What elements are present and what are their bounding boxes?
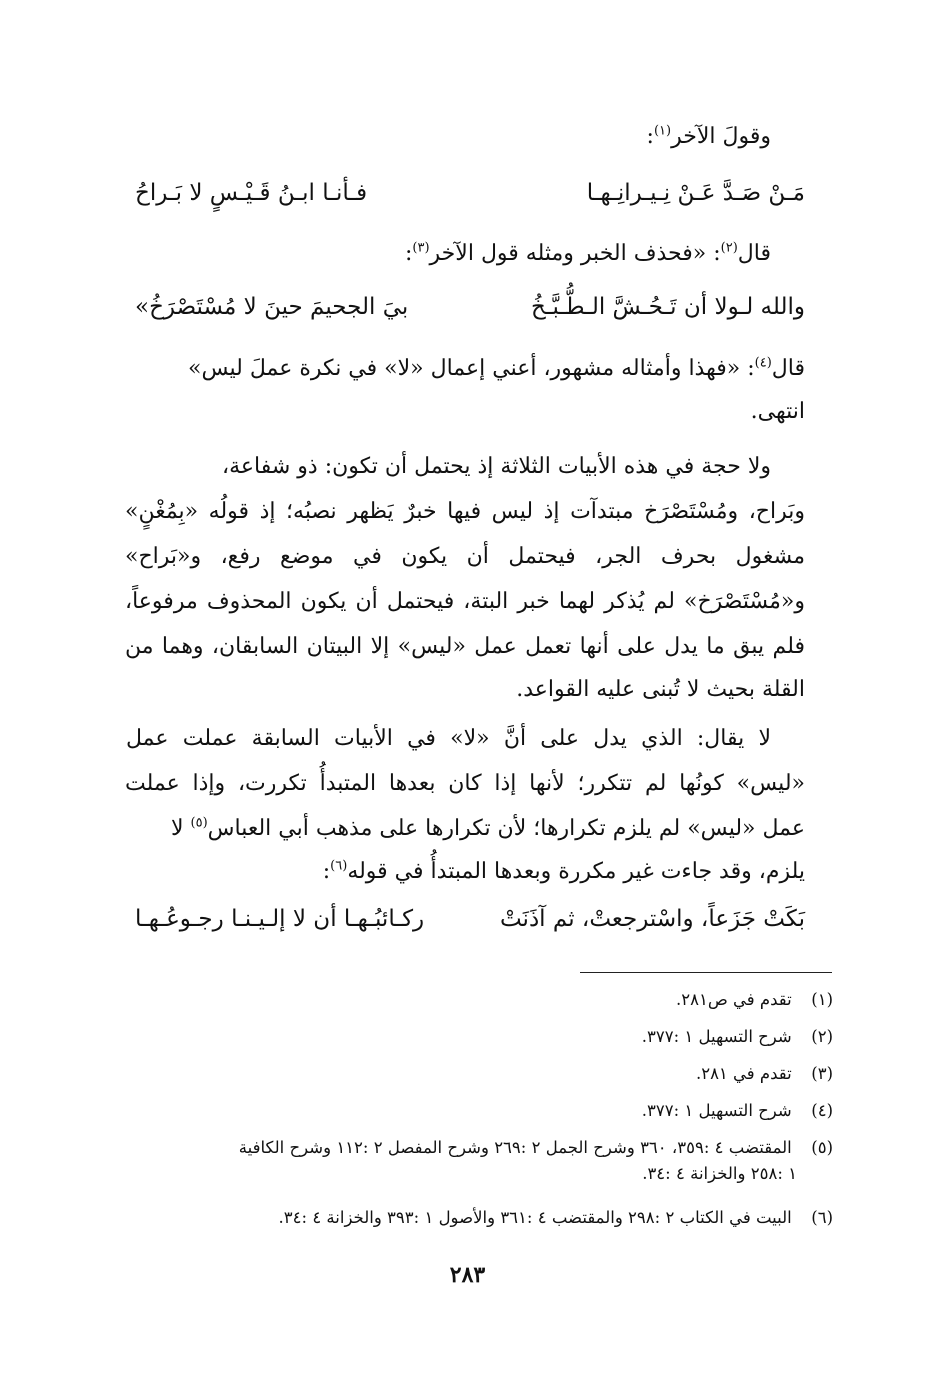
intro-text: وقولَ الآخر [671, 124, 771, 149]
verse-3-second-hemistich: ركـائبُـهـا أن لا إلـيـنـا رجـوعُـهـا [135, 906, 425, 932]
verse-2-second-hemistich: بيَ الجحيمَ حينَ لا مُسْتَصْرَخُ» [135, 294, 409, 320]
footnote-number: (٦) [811, 1208, 833, 1227]
footnote-6 [133, 1205, 833, 1231]
para-2-line-2: «ليس» كونُها لم تتكرر؛ لأنها إذا كان بعدها المتبدأُ تكررت، وإذا عملت [125, 771, 805, 796]
para-1-line-2: وبَراح، ومُسْتَصْرَخ مبتدآت إذ ليس فيها خبرٌ يَظهر نصبُه؛ إذ قولُه «بِمُغْنٍ» [125, 499, 805, 524]
verse-3-first-hemistich: بَكَتْ جَزَعاً، واسْترجعتْ، ثم آذَنَتْ [499, 906, 805, 932]
verse-2-first-hemistich: والله لـولا أن تَـحُـشَّ الـطُّـبَّـخُ [530, 294, 805, 320]
footnote-text: شرح التسهيل ١ :٣٧٧. [641, 1101, 792, 1120]
footnote-number: (٣) [811, 1064, 833, 1083]
quote-text: : «فهذا وأمثاله مشهور، أعني إعمال «لا» في نكرة عملَ ليس» [188, 356, 755, 381]
footnote-number: (٤) [811, 1101, 833, 1120]
para-2-line-4-colon: : [322, 859, 331, 884]
verse-2 [135, 294, 805, 332]
para-2-line-1: لا يقال: الذي يدل على أنَّ «لا» في الأبيات السابقة عملت عمل [126, 726, 771, 751]
para-1-line-4: و«مُسْتَصْرَخ» لم يُذكر لهما خبر البتة، فيحتمل أن يكون المحذوف مرفوعاً، [125, 589, 805, 614]
footnote-3 [133, 1061, 833, 1087]
para-2-line-3-text: عمل «ليس» لم يلزم تكرارها؛ لأن تكرارها على مذهب أبي العباس [207, 816, 805, 841]
footnote-text: المقتضب ٤ :٣٥٩، ٣٦٠ وشرح الجمل ٢ :٢٦٩ وشرح المفصل ٢ :١١٢ وشرح الكافية [238, 1138, 792, 1157]
footnote-number: (٥) [811, 1138, 833, 1157]
para-1-line-6: القلة بحيث لا تُبنى عليه القواعد. [516, 677, 805, 702]
footnote-continuation: ١ :٢٥٨ والخزانة ٤ :٣٤. [642, 1164, 797, 1183]
footnote-number: (١) [811, 990, 833, 1009]
para-1-line-3: مشغول بحرف الجر، فيحتمل أن يكون في موضع رفع، و«بَراح» [125, 544, 805, 569]
para-2-line-4-text: يلزم، وقد جاءت غير مكررة وبعدها المبتدأُ في قوله [347, 859, 805, 884]
footnote-ref: (٦) [330, 858, 348, 874]
quote-line-4 [105, 352, 805, 386]
quote-text: : «فحذف الخبر ومثله قول الآخر [429, 241, 721, 266]
footnote-ref: (٤) [754, 355, 772, 371]
quote-end: انتهى. [750, 399, 805, 424]
para-1-line-5: فلم يبق ما يدل على أنها تعمل عمل «ليس» إلا البيتان السابقان، وهما من [125, 634, 805, 659]
para-2-line-4 [125, 855, 805, 889]
verse-1-second-hemistich: فـأنـا ابـنُ قَـيْـسٍ لا بَـراحُ [135, 180, 368, 206]
footnote-text: البيت في الكتاب ٢ :٢٩٨ والمقتضب ٤ :٣٦١ والأصول ١ :٣٩٣ والخزانة ٤ :٣٤. [278, 1208, 792, 1227]
footnote-ref: (٥) [190, 815, 208, 831]
verse-3 [135, 906, 805, 944]
footnote-5 [133, 1135, 833, 1187]
footnote-text: تقدم في ص٢٨١. [676, 990, 792, 1009]
para-2-line-3 [125, 812, 805, 846]
verse-1-first-hemistich: مَـنْ صَـدَّ عَـنْ نِـيـرانِـهـا [586, 180, 805, 206]
footnote-separator [580, 972, 832, 973]
page-number: ٢٨٣ [449, 1262, 486, 1288]
quote-colon: : [404, 241, 413, 266]
footnote-text: تقدم في ٢٨١. [695, 1064, 792, 1083]
footnote-number: (٢) [811, 1027, 833, 1046]
footnote-ref: (١) [653, 123, 672, 139]
verse-1 [135, 180, 805, 218]
footnote-text: شرح التسهيل ١ :٣٧٧. [641, 1027, 792, 1046]
footnote-4 [133, 1098, 833, 1124]
para-1-line-1: ولا حجة في هذه الأبيات الثلاثة إذ يحتمل أن تكون: ذو شفاعة، [222, 454, 771, 479]
quote-end-line [125, 395, 805, 429]
quote-line-2 [91, 237, 771, 271]
qal-word: قال [737, 241, 771, 266]
footnote-2 [133, 1024, 833, 1050]
footnote-ref: (٣) [412, 240, 430, 256]
qal-word: قال [771, 356, 805, 381]
footnote-1 [133, 987, 833, 1013]
footnote-ref: (٢) [720, 240, 738, 256]
para-2-line-3-end: لا [170, 816, 184, 841]
intro-line [91, 120, 771, 154]
intro-colon: : [646, 124, 654, 149]
